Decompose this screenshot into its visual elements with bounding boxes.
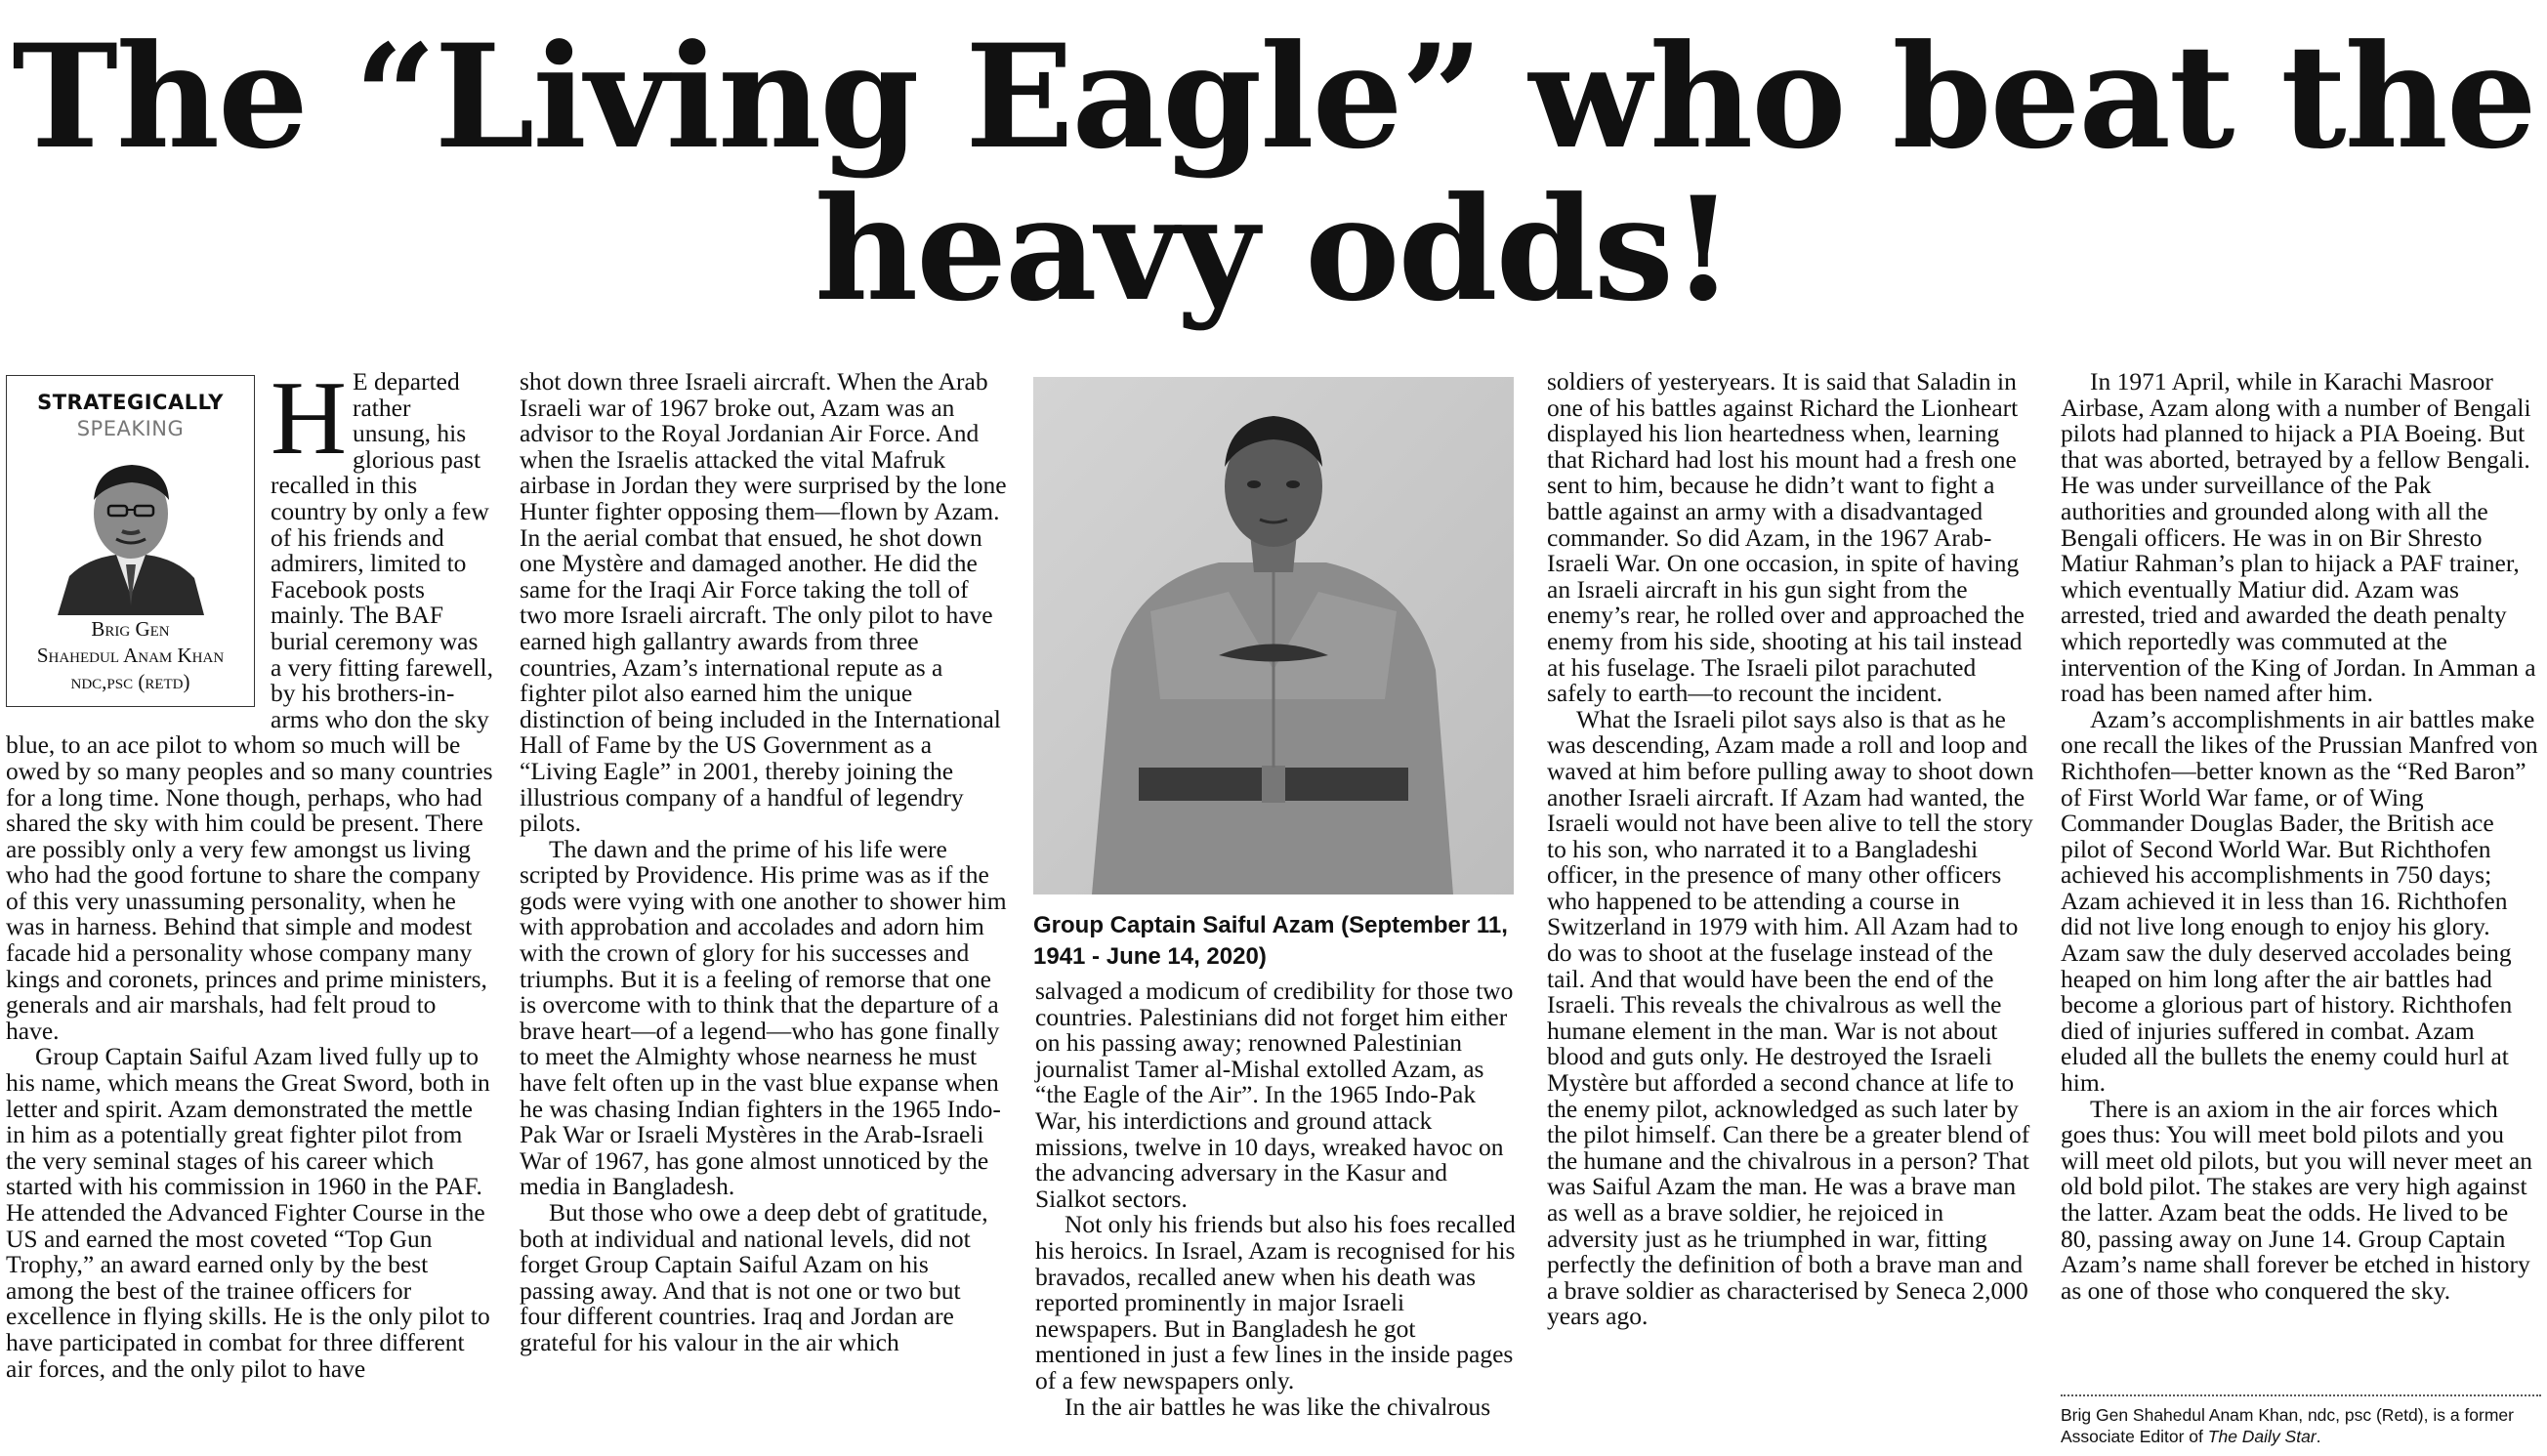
author-endnote: Brig Gen Shahedul Anam Khan, ndc, psc (Retd), is a former Associate Editor of The Daily Star. xyxy=(2061,1394,2541,1447)
paragraph: The dawn and the prime of his life were scripted by Providence. His prime was as if the gods were vying with one another to shower him with approbation and accolades and adorn him with the crown of glory for his successes and triumphs. But it is a feeling of remorse that one is overcome with to think that the departure of a brave heart—of a legend—who has gone finally to meet the Almighty whose nearness he must have felt often up in the vast blue expanse when he was chasing Indian fighters in the 1965 Indo-Pak War or Israeli Mystères in the Arab-Israeli War of 1967, has gone almost unnoticed by the media in Bangladesh. xyxy=(520,834,1007,1201)
author-credentials: ndc,psc (retd) xyxy=(70,670,190,694)
drop-cap: H xyxy=(271,360,347,477)
paragraph: salvaged a modicum of credibility for those two countries. Palestinians did not forget him either on his passing away; renowned Palestinian journalist Tamer al-Mishal extolled Azam, as “the Eagle of the Air”. In the 1965 Indo-Pak War, his interdictions and ground attack missions, twelve in 10 days, wreaked havoc on the advancing adversary in the Kasur and Sialkot sectors. xyxy=(1035,977,1514,1213)
paragraph: What the Israeli pilot says also is that as he was descending, Azam made a roll and loop and waved at him before pulling away to shoot down another Israeli aircraft. If Azam had wanted, the Israeli would not have been alive to tell the story to his son, who narrated it to a Bangladeshi officer, in the presence of many other officers who happened to be attending a course in Switzerland in 1979 with him. All Azam had to do was to shoot at the fuselage instead of the tail. And that would have been the end of the Israeli. This reveals the chivalrous as well the humane element in the man. War is not about blood and guts only. He destroyed the Israeli Mystère but afforded a second chance at life to the enemy pilot, acknowledged as such later by the pilot himself. Can there be a greater blend of the humane and the chivalrous in a person? That was Saiful Azam the man. He was a brave man as well as a brave soldier, he rejoiced in adversity just as he triumphed in war, fitting perfectly the definition of both a brave man and a brave soldier as characterised by Seneca 2,000 years ago. xyxy=(1547,704,2034,1331)
paragraph: shot down three Israeli aircraft. When the Arab Israeli war of 1967 broke out, Azam was an advisor to the Royal Jordanian Air Force. And when the Israelis attacked the vital Mafruk airbase in Jordan they were surprised by the lone Hunter fighter opposing them—flown by Azam. In the aerial combat that ensued, he shot down one Mystère and damaged another. He did the same for the Iraqi Air Force taking the toll of two more Israeli aircraft. The only pilot to have earned high gallantry awards from three countries, Azam’s international repute as a fighter pilot also earned him the unique distinction of being included in the International Hall of Fame by the US Government as a “Living Eagle” in 2001, thereby joining the illustrious company of a handful of legendry pilots. xyxy=(520,367,1007,838)
byline-box xyxy=(6,375,255,707)
newspaper-name: The Daily Star xyxy=(2207,1427,2317,1446)
paragraph: Azam’s accomplishments in air battles make one recall the likes of the Prussian Manfred von Richthofen—better known as the “Red Baron” of First World War fame, or of Wing Commander Douglas Bader, the British ace pilot of Second World War. But Richthofen achieved his accomplishments in 750 days; Azam achieved it in less than 16. Richthofen did not live long enough to enjoy his glory. Azam saw the duly deserved accolades being heaped on him long after the air battles had become a glorious part of history. Richthofen died of injuries suffered in combat. Azam eluded all the bullets the enemy could hurl at him. xyxy=(2061,704,2538,1098)
article-column-3 xyxy=(1035,978,1524,1420)
paragraph: Not only his friends but also his foes recalled his heroics. In Israel, Azam is recognised for his bravados, recalled anew when his death was reported prominently in major Israeli newspapers. But in Bangladesh he got mentioned in just a few lines in the inside pages of a few newspapers only. xyxy=(1035,1210,1516,1394)
paragraph: In the air battles he was like the chivalrous xyxy=(1065,1392,1491,1421)
author-name-line2: Shahedul Anam Khan xyxy=(36,644,225,668)
paragraph: In 1971 April, while in Karachi Masroor Airbase, Azam along with a number of Bengali pilots had planned to hijack a PIA Boeing. But that was aborted, betrayed by a fellow Bengali. He was under surveillance of the Pak authorities and grounded along with all the Bengali officers. He was in on Bir Shresto Matiur Rahman’s plan to hijack a PAF trainer, which eventually Matiur did. Azam was arrested, tried and awarded the death penalty which reportedly was commuted at the intervention of the King of Jordan. In Amman a road has been named after him. xyxy=(2061,367,2536,708)
article-column-2 xyxy=(520,369,1008,1356)
headline: The “Living Eagle” who beat the heavy odds! xyxy=(12,14,2535,333)
column-tag: STRATEGICALLY xyxy=(37,391,224,414)
portrait-photo xyxy=(1033,377,1514,894)
article-column-5 xyxy=(2061,369,2541,1304)
article-column-4 xyxy=(1547,369,2035,1330)
paragraph: H E departed rather unsung, his glorious past recalled in this country by only a few of his friends and admirers, limited to Facebook posts mainly. The BAF burial ceremony was a very fitting farewell, by his brothers-in-arms who don the sky blue, to an ace pilot to whom so much will be owed by so many peoples and so many countries for a long time. None though, perhaps, who had shared the sky with him could be present. There are possibly only a very few amongst us living who had the good fortune to share the company of this very unassuming personality, when he was in harness. Behind that simple and modest facade hid a personality whose company many kings and coronets, princes and prime ministers, generals and air marshals, had felt proud to have. xyxy=(6,360,493,1045)
article-column-1 xyxy=(6,360,494,1383)
author-name-line1: Brig Gen xyxy=(91,617,170,642)
photo-caption: Group Captain Saiful Azam (September 11, 1941 - June 14, 2020) xyxy=(1033,912,1508,970)
paragraph: There is an axiom in the air forces which goes thus: You will meet bold pilots and you will meet old pilots, but you will never meet an old bold pilot. The stakes are very high against the latter. Azam beat the odds. He lived to be 80, passing away on June 14. Group Captain Azam’s name shall forever be etched in history as one of those who conquered the sky. xyxy=(2061,1094,2532,1305)
paragraph: But those who owe a deep debt of gratitude, both at individual and national levels, did not forget Group Captain Saiful Azam on his passing away. And that is not one or two but four different countries. Iraq and Jordan are grateful for his valour in the air which xyxy=(520,1198,988,1356)
paragraph: soldiers of yesteryears. It is said that Saladin in one of his battles against Richard the Lionheart displayed his lion heartedness when, learning that Richard had lost his mount had a fresh one sent to him, because he didn’t want to fight a battle against an army with a disadvantaged commander. So did Azam, in the 1967 Arab-Israeli War. On one occasion, in spite of having an Israeli aircraft in his gun sight from the enemy’s rear, he rolled over and approached the enemy from his side, shooting at his tail instead at his fuselage. The Israeli pilot parachuted safely to earth—to recount the incident. xyxy=(1547,367,2025,708)
column-tag-sub: SPEAKING xyxy=(76,416,185,440)
paragraph: Group Captain Saiful Azam lived fully up to his name, which means the Great Sword, both in letter and spirit. Azam demonstrated the mettle in him as a potentially great fighter pilot from the very seminal stages of his career which started with his commission in 1960 in the PAF. He attended the Advanced Fighter Course in the US and earned the most coveted “Top Gun Trophy,” an award earned only by the best among the best of the trainee officers for excellence in flying skills. He is the only pilot to have participated in combat for three different air forces, and the only pilot to have xyxy=(6,1042,490,1383)
author-portrait xyxy=(48,449,214,615)
